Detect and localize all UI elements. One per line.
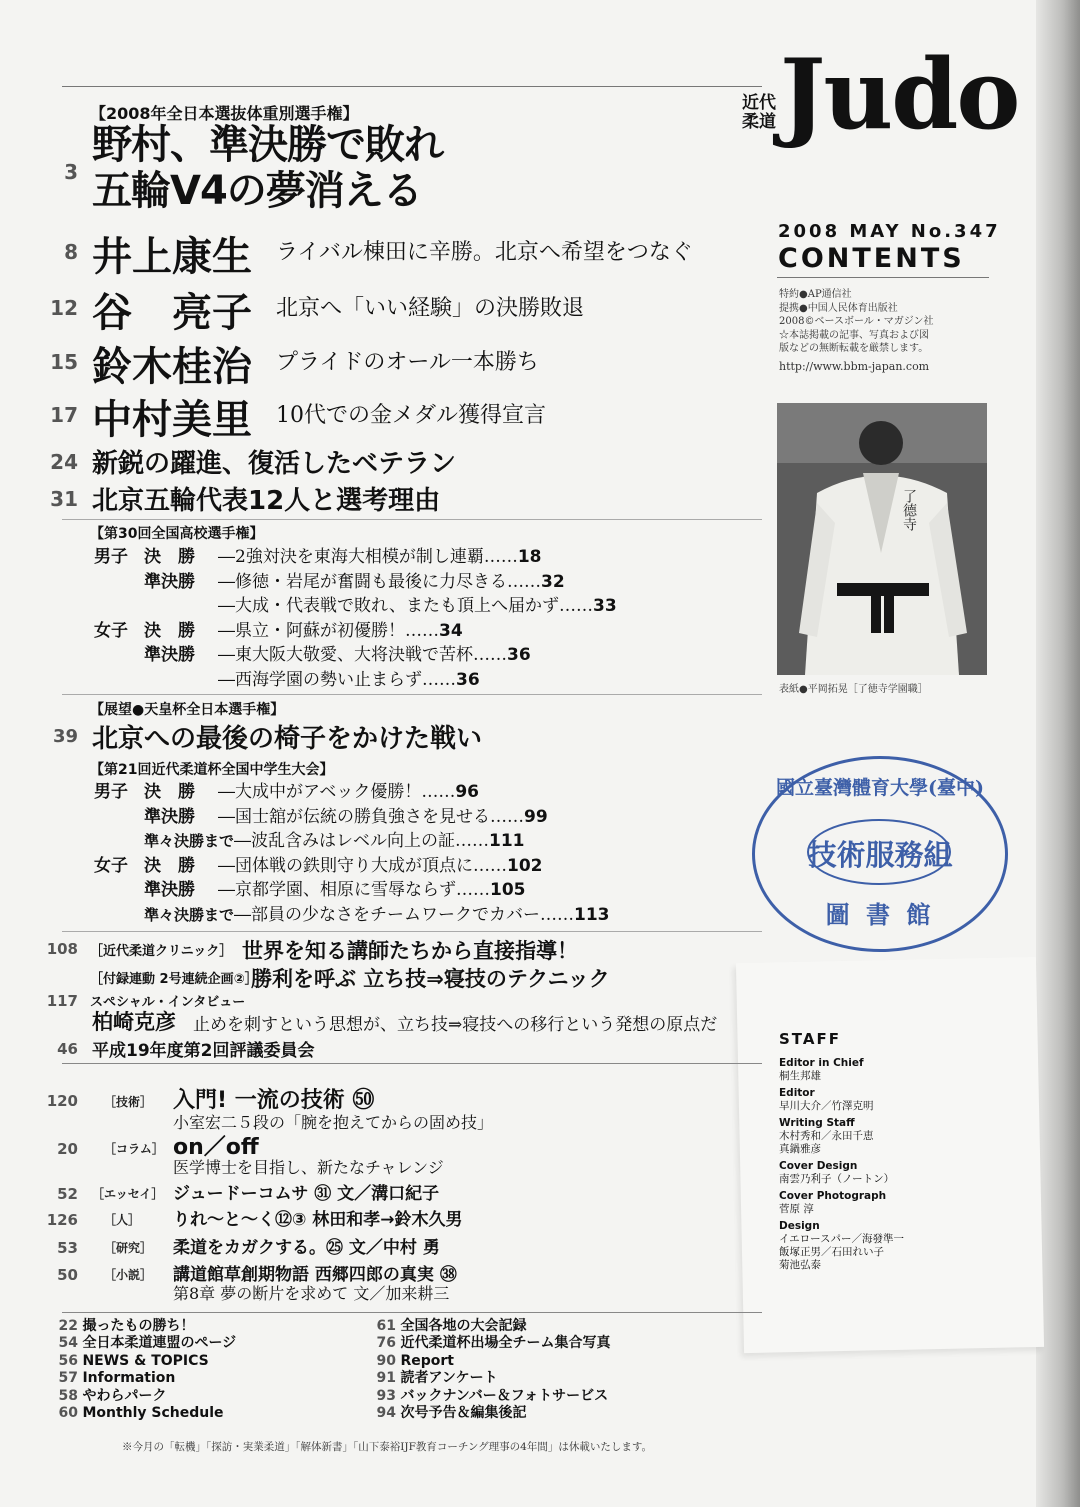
result-line: 準決勝 ―東大阪大敬愛、大将決戦で苦杯……36 bbox=[144, 645, 531, 665]
page-number: 3 bbox=[64, 160, 78, 184]
column-tag: ［コラム］ bbox=[104, 1142, 164, 1156]
regular-item: 93 バックナンバー＆フォトサービス bbox=[376, 1387, 609, 1404]
result-line: 準決勝 ―京都学園、相原に雪辱ならず……105 bbox=[144, 880, 526, 900]
page-number: 50 bbox=[57, 1266, 78, 1284]
interview-name: 柏崎克彦 bbox=[92, 1010, 176, 1034]
feature-event-tag: 【2008年全日本選抜体重別選手権】 bbox=[90, 104, 359, 123]
staff-role: Design bbox=[779, 1220, 820, 1232]
feature-sub-article: 北京五輪代表12人と選考理由 bbox=[92, 486, 441, 516]
staff-role: Cover Design bbox=[779, 1160, 858, 1172]
page-number: 39 bbox=[52, 726, 78, 747]
credit-line: 提携●中国人民体育出版社 bbox=[779, 302, 898, 314]
result-line: 女子 決 勝 ―団体戦の鉄則守り大成が頂点に……102 bbox=[94, 855, 543, 876]
masthead-logo: Judo bbox=[780, 38, 1019, 151]
column-sub: 医学博士を目指し、新たなチャレンジ bbox=[173, 1158, 444, 1177]
page-number: 120 bbox=[46, 1092, 78, 1110]
column-title: 入門! 一流の技術 ㊿ bbox=[173, 1088, 375, 1113]
masthead-kanji-top: 近代 bbox=[742, 93, 776, 113]
regular-item: 22 撮ったもの勝ち！ bbox=[58, 1318, 195, 1334]
result-line: 男子 決 勝 ―2強対決を東海大相模が制し連覇……18 bbox=[94, 547, 542, 567]
regular-item: 58 やわらパーク bbox=[58, 1387, 167, 1404]
appendix-tag: ［付録連動 2号連続企画②］ bbox=[90, 972, 258, 987]
regular-item: 56 NEWS & TOPICS bbox=[58, 1352, 209, 1369]
column-title: 講道館草創期物語 西郷四郎の真実 ㊳ bbox=[173, 1265, 457, 1285]
result-line: ―西海学園の勢い止まらず……36 bbox=[218, 669, 480, 690]
result-line: 準決勝 ―国士舘が伝統の勝負強さを見せる……99 bbox=[144, 806, 548, 827]
column-tag: ［人］ bbox=[104, 1213, 141, 1227]
staff-role: Cover Photograph bbox=[779, 1190, 887, 1202]
athlete-name: 鈴木桂治 bbox=[92, 344, 252, 390]
staff-names: 真鍋雅彦 bbox=[779, 1143, 821, 1155]
highschool-results bbox=[94, 545, 617, 692]
issue-info: 2008 MAY No.347 bbox=[778, 221, 1001, 242]
junior-results bbox=[94, 780, 610, 927]
committee-title: 平成19年度第2回評議委員会 bbox=[92, 1041, 315, 1061]
section-divider bbox=[62, 931, 762, 932]
regular-item: 57 Information bbox=[58, 1370, 176, 1387]
column-tag: ［研究］ bbox=[104, 1241, 153, 1255]
page-number: 53 bbox=[57, 1239, 78, 1257]
clinic-title: 世界を知る講師たちから直接指導！ bbox=[242, 939, 578, 963]
staff-list bbox=[779, 1057, 904, 1272]
result-line: ―大成・代表戦で敗れ、またも頂上へ届かず……33 bbox=[218, 596, 617, 616]
column-tag: ［技術］ bbox=[104, 1095, 153, 1109]
staff-names: 南雲乃利子（ノートン） bbox=[779, 1173, 895, 1185]
regular-item: 91 読者アンケート bbox=[376, 1370, 498, 1387]
column-title: ジュードーコムサ ㉛ 文／溝口紀子 bbox=[173, 1184, 440, 1204]
regular-item: 90 Report bbox=[376, 1352, 454, 1369]
page-number: 20 bbox=[57, 1140, 78, 1158]
staff-names: 飯塚正男／石田れい子 bbox=[779, 1246, 884, 1258]
feature-headline-line2: 五輪V4の夢消える bbox=[92, 168, 422, 214]
athlete-desc: 北京へ「いい経験」の決勝敗退 bbox=[276, 296, 585, 321]
page-number: 17 bbox=[50, 403, 78, 427]
cover-photo bbox=[777, 403, 987, 675]
page-number: 12 bbox=[50, 296, 78, 320]
athlete-desc: ライバル棟田に辛勝。北京へ希望をつなぐ bbox=[276, 240, 693, 265]
page-number: 46 bbox=[57, 1040, 78, 1058]
interview-tag: スペシャル・インタビュー bbox=[90, 995, 246, 1010]
page-number: 126 bbox=[46, 1211, 78, 1229]
result-line: 女子 決 勝 ―県立・阿蘇が初優勝！……34 bbox=[94, 620, 463, 641]
emperor-tag: 【展望●天皇杯全日本選手権】 bbox=[90, 702, 285, 718]
result-line: 準々決勝まで―部員の少なさをチームワークでカバー……113 bbox=[144, 904, 610, 925]
athlete-name: 中村美里 bbox=[92, 397, 252, 443]
page-number: 108 bbox=[46, 940, 78, 958]
credit-line: 特約●AP通信社 bbox=[779, 289, 852, 300]
staff-role: Editor in Chief bbox=[779, 1057, 864, 1069]
section-divider bbox=[62, 1312, 762, 1313]
section-divider bbox=[62, 519, 762, 520]
result-line: 準々決勝まで―波乱含みはレベル向上の証……111 bbox=[144, 831, 525, 851]
judoka-illustration bbox=[777, 403, 987, 675]
staff-role: Writing Staff bbox=[779, 1117, 855, 1129]
page-number: 31 bbox=[50, 487, 78, 511]
library-stamp bbox=[752, 756, 1008, 952]
staff-heading: STAFF bbox=[779, 1030, 841, 1048]
regular-item: 54 全日本柔道連盟のページ bbox=[58, 1335, 237, 1352]
athlete-desc: 10代での金メダル獲得宣言 bbox=[276, 403, 546, 428]
judogi-embroidery: 了德寺 bbox=[901, 489, 917, 531]
stamp-middle-text: 技術服務組 bbox=[807, 838, 953, 872]
masthead-kanji bbox=[742, 94, 776, 132]
regular-item: 94 次号予告＆編集後記 bbox=[376, 1405, 527, 1422]
column-sub: 第8章 夢の断片を求めて 文／加来耕三 bbox=[173, 1284, 450, 1303]
staff-names: 木村秀和／永田千恵 bbox=[779, 1130, 874, 1142]
emperor-title: 北京への最後の椅子をかけた戦い bbox=[92, 724, 483, 754]
appendix-title: 勝利を呼ぶ 立ち技⇒寝技のテクニック bbox=[251, 967, 610, 991]
section-divider bbox=[62, 694, 762, 695]
stamp-bottom-text: 圖 書 館 bbox=[825, 900, 935, 929]
credits-block bbox=[779, 288, 934, 373]
staff-role: Editor bbox=[779, 1087, 815, 1099]
website-url: http://www.bbm-japan.com bbox=[779, 359, 930, 373]
staff-names: 早川大介／竹澤克明 bbox=[779, 1100, 874, 1112]
column-tag: ［エッセイ］ bbox=[92, 1187, 164, 1201]
section-divider bbox=[62, 1063, 762, 1064]
page-number: 8 bbox=[64, 240, 78, 264]
athlete-name: 谷 亮子 bbox=[92, 290, 252, 336]
regular-item: 61 全国各地の大会記録 bbox=[376, 1318, 527, 1334]
highschool-tag: 【第30回全国高校選手権】 bbox=[90, 526, 264, 542]
regulars-left bbox=[40, 1318, 236, 1422]
top-rule bbox=[62, 86, 762, 87]
contents-heading: CONTENTS bbox=[778, 243, 965, 274]
junior-tag: 【第21回近代柔道杯全国中学生大会】 bbox=[90, 762, 334, 778]
staff-names: 桐生邦雄 bbox=[779, 1070, 821, 1082]
masthead-kanji-bottom: 柔道 bbox=[742, 112, 776, 132]
masthead-rule bbox=[777, 277, 989, 278]
feature-sub-article: 新鋭の躍進、復活したベテラン bbox=[92, 449, 457, 479]
clinic-tag: ［近代柔道クリニック］ bbox=[90, 944, 233, 959]
interview-desc: 止めを刺すという思想が、立ち技⇒寝技への移行という発想の原点だ bbox=[193, 1015, 718, 1035]
column-tag: ［小説］ bbox=[104, 1268, 153, 1282]
staff-names: 菅原 淳 bbox=[779, 1203, 814, 1215]
staff-names: 菊池弘泰 bbox=[779, 1259, 821, 1271]
page-number: 24 bbox=[50, 450, 78, 474]
athlete-desc: プライドのオール一本勝ち bbox=[276, 350, 539, 375]
column-title: 柔道をカガクする。㉕ 文／中村 勇 bbox=[173, 1238, 440, 1258]
athlete-name: 井上康生 bbox=[92, 234, 252, 280]
result-line: 準決勝 ―修徳・岩尾が奮闘も最後に力尽きる……32 bbox=[144, 571, 565, 592]
column-sub: 小室宏二５段の「腕を抱えてからの固め技」 bbox=[173, 1113, 494, 1132]
page-number: 52 bbox=[57, 1185, 78, 1203]
regular-item: 60 Monthly Schedule bbox=[58, 1405, 224, 1422]
stamp-top-text: 國立臺灣體育大學(臺中) bbox=[776, 777, 984, 799]
staff-names: イエロースパー／海發準一 bbox=[779, 1233, 905, 1245]
page-number: 15 bbox=[50, 350, 78, 374]
credit-line: 版などの無断転載を厳禁します。 bbox=[779, 343, 929, 354]
regular-item: 76 近代柔道杯出場全チーム集合写真 bbox=[376, 1335, 611, 1352]
credit-line: 2008©ベースボール・マガジン社 bbox=[779, 316, 934, 327]
column-title: りれ〜と〜く⑫③ 林田和孝→鈴木久男 bbox=[173, 1210, 463, 1230]
column-title: on／off bbox=[173, 1135, 259, 1160]
regulars-right bbox=[358, 1318, 610, 1422]
page-number: 117 bbox=[46, 992, 78, 1010]
result-line: 男子 決 勝 ―大成中がアベック優勝！……96 bbox=[94, 782, 479, 802]
footnote: ※今月の「転機」「探訪・実業柔道」「解体新書」「山下泰裕IJF教育コーチング理事の4年間」は休載いたします。 bbox=[122, 1441, 652, 1453]
credit-line: ☆本誌掲載の記事、写真および図 bbox=[779, 329, 929, 341]
cover-caption: 表紙●平岡拓晃［了徳寺学園職］ bbox=[779, 684, 928, 695]
feature-headline bbox=[92, 122, 443, 214]
feature-headline-line1: 野村、準決勝で敗れ bbox=[92, 122, 443, 168]
